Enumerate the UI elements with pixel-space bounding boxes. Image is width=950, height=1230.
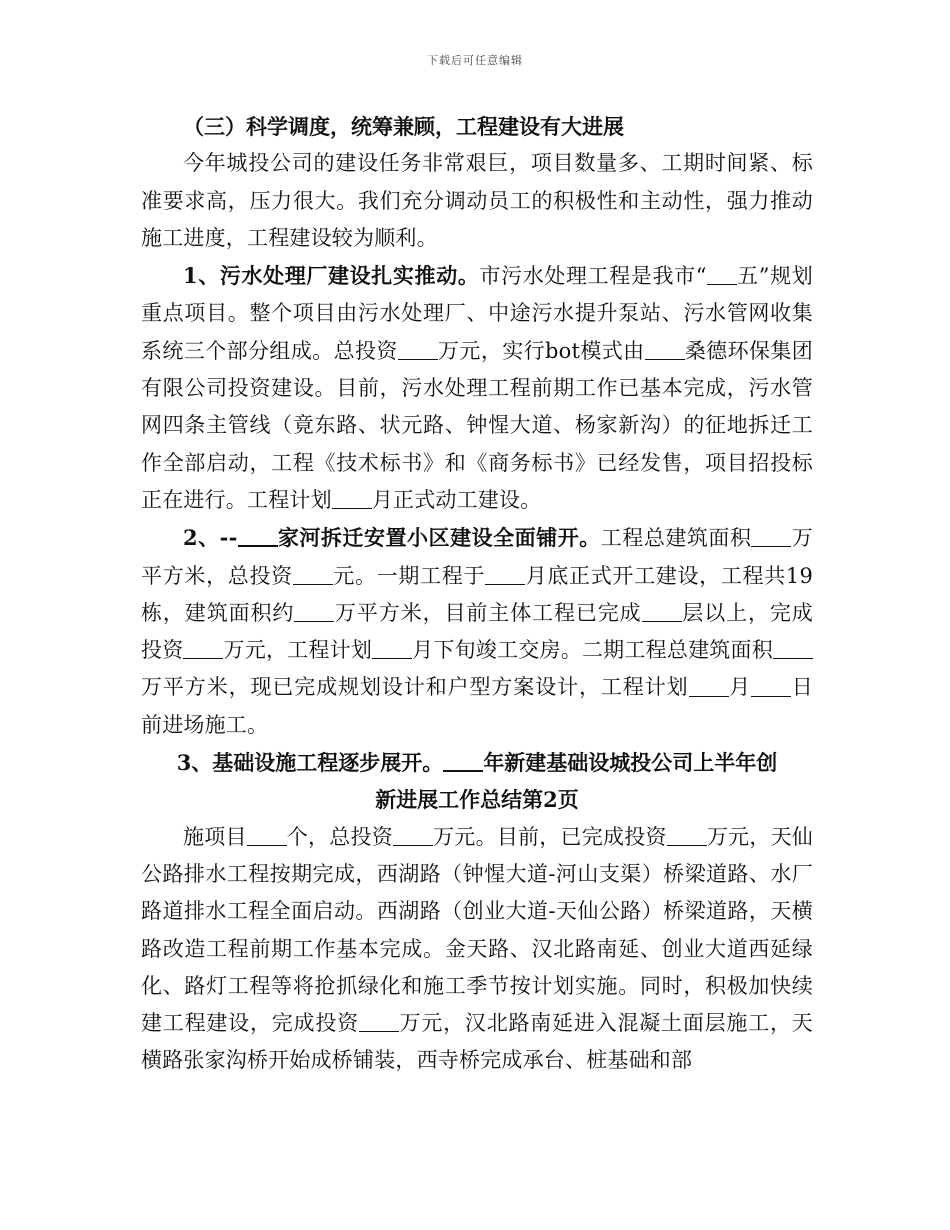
blank-field <box>332 486 372 509</box>
blank-field <box>238 523 278 547</box>
blank-field <box>443 748 483 772</box>
item2-title: 家河拆迁安置小区建设全面铺开。 <box>277 525 601 551</box>
blank-field <box>642 599 682 622</box>
item2-text-9: 万平方米，现已完成规划设计和户型方案设计，工程计划 <box>141 675 689 700</box>
page-header: 下载后可任意编辑 <box>427 54 523 67</box>
item3-paragraph <box>141 819 813 1080</box>
item2-text-6: 层以上，完成投资 <box>141 600 813 663</box>
item3-text-3: 万元。目前，已完成投资 <box>433 824 667 849</box>
item2-text-8: 月下旬竣工交房。二期工程总建筑面积 <box>412 638 773 663</box>
item2-text-10: 月 <box>728 675 752 700</box>
blank-field <box>485 562 525 585</box>
document-body <box>141 108 813 1080</box>
item2-text-1: 工程总建筑面积 <box>600 526 752 551</box>
blank-field <box>183 636 223 659</box>
item3-text-4: 万元，天仙公路排水工程按期完成，西湖路（钟惺大道-河山支渠）桥梁道路、水厂路道排水工程全面启动。西湖路（创业大道-天仙公路）桥梁道路，天横路改造工程前期工作基本完成。金天路、汉北路南延、创业大道西延绿化、路灯工程等将抢抓绿化和施工季节按计划实施。同时，积极加快续建工程建设，完成投资 <box>141 824 814 1036</box>
item2-text-11: 日前进场施工。 <box>141 675 814 737</box>
item1-text-2: 五”规划重点项目。整个项目由污水处理厂、中途污水提升泵站、污水管网收集系统三个部分组成。总投资 <box>141 264 813 363</box>
blank-field <box>294 599 334 622</box>
blank-field <box>645 337 685 360</box>
item3-text-1: 施项目 <box>183 824 247 849</box>
blank-field <box>372 636 412 659</box>
blank-field <box>359 1009 399 1032</box>
blank-field <box>751 674 791 697</box>
blank-field <box>689 674 729 697</box>
item2-paragraph <box>141 519 813 744</box>
item2-title-prefix: 2、-- <box>183 525 238 551</box>
blank-field <box>707 262 737 285</box>
item3-title-line-2: 新进展工作总结第2页 <box>375 787 579 813</box>
item3-text-2: 个，总投资 <box>286 824 394 849</box>
blank-field <box>751 524 791 547</box>
item1-text-4: 桑德环保集团有限公司投资建设。目前，污水处理工程前期工作已基本完成，污水管网四条主管线（竟东路、状元路、钟惺大道、杨家新沟）的征地拆迁工作全部启动，工程《技术标书》和《商务标书》已经发售，项目招投标正在进行。工程计划 <box>141 338 813 512</box>
item2-text-4: 月底正式开工建设，工程共19栋，建筑面积约 <box>141 563 814 625</box>
item1-text-5: 月正式动工建设。 <box>371 487 542 512</box>
item3-title: 3、基础设施工程逐步展开。 <box>176 750 444 776</box>
blank-field <box>247 823 287 846</box>
blank-field <box>773 636 813 659</box>
item2-text-3: 元。一期工程于 <box>332 563 486 588</box>
item3-title-cont: 年新建基础设城投公司上半年创 <box>483 750 778 776</box>
item2-text-7: 万元，工程计划 <box>223 638 373 663</box>
section-title: （三）科学调度，统筹兼顾，工程建设有大进展 <box>183 114 624 139</box>
item1-title: 1、污水处理厂建设扎实推动。 <box>183 263 480 289</box>
item1-paragraph <box>141 257 813 519</box>
item2-text-2: 万平方米，总投资 <box>141 526 814 588</box>
intro-paragraph: 今年城投公司的建设任务非常艰巨，项目数量多、工期时间紧、标准要求高，压力很大。我们充分调动员工的积极性和主动性，强力推动施工进度，工程建设较为顺利。 <box>141 151 813 250</box>
item2-text-5: 万平方米，目前主体工程已完成 <box>334 600 642 625</box>
item3-title-line-1 <box>141 744 813 781</box>
item1-text-3: 万元，实行bot模式由 <box>437 338 645 363</box>
blank-field <box>393 823 433 846</box>
blank-field <box>398 337 438 360</box>
item3-text-5: 万元，汉北路南延进入混凝土面层施工，天横路张家沟桥开始成桥铺装，西寺桥完成承台、桩基础和部 <box>141 1011 813 1073</box>
blank-field <box>293 562 333 585</box>
item1-text-1: 市污水处理工程是我市“ <box>479 264 707 289</box>
blank-field <box>667 823 707 846</box>
